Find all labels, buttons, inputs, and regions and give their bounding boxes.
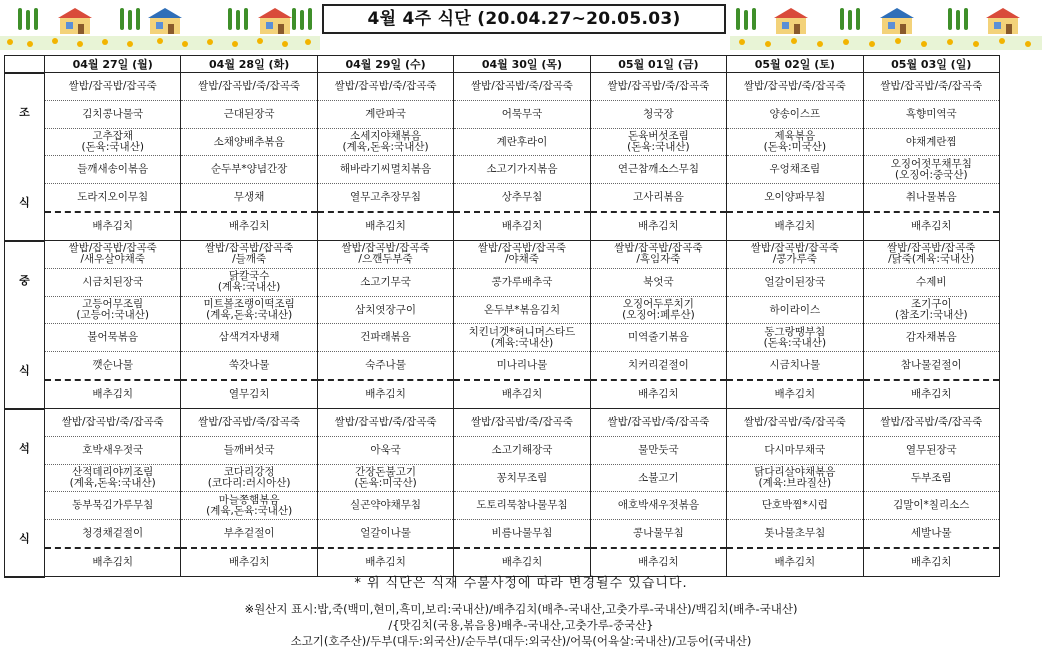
menu-cell	[863, 241, 999, 409]
kimchi-item: 배추김치	[774, 388, 816, 401]
meal-label-top: 중	[19, 273, 30, 287]
meal-label-top: 석	[19, 441, 30, 455]
kimchi-item: 배추김치	[910, 220, 952, 233]
dish-item: 수제비	[864, 269, 999, 297]
dish-item: 근대된장국	[181, 101, 316, 129]
dish-item: 숙주나물	[318, 352, 453, 381]
dish-item: 동부묵김가루무침	[45, 492, 180, 520]
dish-item: 쌀밥/잡곡밥/죽/잡곡죽	[45, 409, 180, 437]
dish-item: 도토리묵참나물무침	[454, 492, 589, 520]
kimchi-item: 배추김치	[92, 556, 133, 569]
corner-cell	[5, 56, 45, 73]
menu-cell	[727, 73, 863, 241]
dish-item: 소채양배추볶음	[181, 129, 316, 157]
dish-item: 삼색겨자냉채	[181, 324, 316, 352]
kimchi-item: 배추김치	[910, 388, 952, 401]
dish-item: 하이라이스	[727, 297, 862, 325]
dish-item: 오징어두루치기 (오징어:페루산)	[591, 297, 726, 325]
dish-item: 쌀밥/잡곡밥/죽/잡곡죽	[727, 73, 862, 101]
menu-cell	[590, 73, 726, 241]
dish-item: 시금치된장국	[45, 269, 180, 297]
dish-item: 호박새우젓국	[45, 437, 180, 465]
day-header: 04월 28일 (화)	[181, 56, 317, 73]
menu-cell	[454, 409, 590, 577]
dish-item: 김치콩나물국	[45, 101, 180, 129]
meal-label	[5, 409, 45, 577]
dish-item: 콩가루배추국	[454, 269, 589, 297]
dish-item: 실곤약야채무침	[318, 492, 453, 520]
dish-item: 애호박새우젓볶음	[591, 492, 726, 520]
dish-item: 아욱국	[318, 437, 453, 465]
dish-item: 쌀밥/잡곡밥/죽/잡곡죽	[454, 73, 589, 101]
dish-item: 어묵무국	[454, 101, 589, 129]
dish-item: 삼치엿장구이	[318, 297, 453, 325]
dish-item: 소고기가지볶음	[454, 156, 589, 184]
dish-item: 양송이스프	[727, 101, 862, 129]
page-title: 4월 4주 식단 (20.04.27~20.05.03)	[322, 4, 726, 34]
kimchi-item: 배추김치	[638, 556, 679, 569]
dish-item: 온두부*볶음김치	[454, 297, 589, 325]
kimchi-item: 배추김치	[501, 220, 543, 233]
meal-label	[5, 73, 45, 241]
day-header-row	[5, 56, 1000, 73]
page-header	[0, 0, 1042, 52]
dish-item: 쌀밥/잡곡밥/죽/잡곡죽	[454, 409, 589, 437]
dish-item: 고사리볶음	[591, 184, 726, 213]
dish-item: 청경채겉절이	[45, 520, 180, 549]
menu-cell	[590, 409, 726, 577]
dish-item: 북엇국	[591, 269, 726, 297]
day-header: 05월 03일 (일)	[863, 56, 999, 73]
origin-info-line: ※원산지 표시:밥,죽(백미,현미,흑미,보리:국내산)/배추김치(배추-국내산,고춧가루-국내산)/백김치(배추-국내산)	[244, 602, 798, 616]
kimchi-item: 배추김치	[501, 556, 543, 569]
dish-item: 쌀밥/잡곡밥/잡곡죽 /흑임자죽	[591, 241, 726, 269]
origin-info-line: 소고기(호주산)/두부(대두:외국산)/순두부(대두:외국산)/어묵(어육살:국내산)/고등어(국내산)	[290, 634, 752, 648]
dish-item: 오이양파무침	[727, 184, 862, 213]
dish-item: 불어묵볶음	[45, 324, 180, 352]
dish-item: 우엉채조림	[727, 156, 862, 184]
dish-item: 참나물겉절이	[864, 352, 999, 381]
menu-cell	[454, 73, 590, 241]
kimchi-item: 배추김치	[365, 388, 406, 401]
kimchi-item: 배추김치	[638, 220, 679, 233]
day-header: 04월 29일 (수)	[317, 56, 453, 73]
day-header: 04월 30일 (목)	[454, 56, 590, 73]
dish-item: 소불고기	[591, 465, 726, 493]
dish-item: 순두부*양념간장	[181, 156, 316, 184]
dish-item: 김말이*칠리소스	[864, 492, 999, 520]
meal-row	[5, 73, 1000, 241]
day-header: 05월 01일 (금)	[590, 56, 726, 73]
meal-row	[5, 241, 1000, 409]
dish-item: 쌀밥/잡곡밥/죽/잡곡죽	[181, 409, 316, 437]
menu-cell	[863, 409, 999, 577]
meal-label-bottom: 식	[19, 531, 30, 545]
kimchi-item: 배추김치	[228, 220, 270, 233]
dish-item: 간장돈불고기 (돈육:미국산)	[318, 465, 453, 493]
dish-item: 얼갈이나물	[318, 520, 453, 549]
village-decoration-left	[0, 0, 320, 50]
meal-label-bottom: 식	[19, 363, 30, 377]
dish-item: 세발나물	[864, 520, 999, 549]
dish-item: 열무고추장무침	[318, 184, 453, 213]
dish-item: 산적데리야끼조림 (계육,돈육:국내산)	[45, 465, 180, 493]
kimchi-item: 배추김치	[228, 556, 270, 569]
dish-item: 깻순나물	[45, 352, 180, 381]
dish-item: 두부조림	[864, 465, 999, 493]
dish-item: 고추잡채 (돈육:국내산)	[45, 129, 180, 157]
dish-item: 야채계란찜	[864, 129, 999, 157]
dish-item: 계란파국	[318, 101, 453, 129]
menu-cell	[181, 73, 317, 241]
dish-item: 쌀밥/잡곡밥/죽/잡곡죽	[318, 409, 453, 437]
kimchi-item: 배추김치	[638, 388, 679, 401]
meal-label-top: 조	[19, 105, 30, 119]
dish-item: 치킨너겟*허니머스타드 (계육:국내산)	[454, 324, 589, 352]
dish-item: 건파래볶음	[318, 324, 453, 352]
dish-item: 꽁치무조림	[454, 465, 589, 493]
dish-item: 무생채	[181, 184, 316, 213]
dish-item: 미역줄기볶음	[591, 324, 726, 352]
menu-cell	[727, 409, 863, 577]
dish-item: 돈육버섯조림 (돈육:국내산)	[591, 129, 726, 157]
village-decoration-right	[730, 0, 1042, 50]
dish-item: 얼갈이된장국	[727, 269, 862, 297]
dish-item: 동그랑땡부침 (돈육:국내산)	[727, 324, 862, 352]
kimchi-item: 배추김치	[92, 220, 133, 233]
menu-cell	[317, 73, 453, 241]
menu-cell	[727, 241, 863, 409]
dish-item: 미트볼조랭이떡조림 (계육,돈육:국내산)	[181, 297, 316, 325]
dish-item: 쌀밥/잡곡밥/죽/잡곡죽	[181, 73, 316, 101]
menu-cell	[45, 409, 181, 577]
dish-item: 치커리겉절이	[591, 352, 726, 381]
kimchi-item: 배추김치	[910, 556, 952, 569]
dish-item: 소고기해장국	[454, 437, 589, 465]
dish-item: 비름나물무침	[454, 520, 589, 549]
dish-item: 쌀밥/잡곡밥/잡곡죽 /으깬두부죽	[318, 241, 453, 269]
dish-item: 쌀밥/잡곡밥/잡곡죽 /닭죽(계육:국내산)	[864, 241, 999, 269]
dish-item: 코다리강정 (코다리:러시아산)	[181, 465, 316, 493]
dish-item: 흑향미역국	[864, 101, 999, 129]
dish-item: 마늘쫑햄볶음 (계육,돈육:국내산)	[181, 492, 316, 520]
dish-item: 들깨버섯국	[181, 437, 316, 465]
dish-item: 제육볶음 (돈육:미국산)	[727, 129, 862, 157]
menu-cell	[45, 241, 181, 409]
menu-cell	[181, 241, 317, 409]
dish-item: 열무된장국	[864, 437, 999, 465]
dish-item: 연근참깨소스무침	[591, 156, 726, 184]
dish-item: 취나물볶음	[864, 184, 999, 213]
kimchi-item: 배추김치	[774, 220, 816, 233]
dish-item: 계란후라이	[454, 129, 589, 157]
dish-item: 쌀밥/잡곡밥/잡곡죽 /야채죽	[454, 241, 589, 269]
dish-item: 물만둣국	[591, 437, 726, 465]
dish-item: 오징어젓무채무침 (오징어:중국산)	[864, 156, 999, 184]
dish-item: 쌀밥/잡곡밥/죽/잡곡죽	[727, 409, 862, 437]
dish-item: 쌀밥/잡곡밥/죽/잡곡죽	[591, 409, 726, 437]
dish-item: 단호박찜*시럽	[727, 492, 862, 520]
dish-item: 콩나물무침	[591, 520, 726, 549]
dish-item: 다시마무채국	[727, 437, 862, 465]
weekly-menu-table	[4, 55, 1000, 578]
dish-item: 쌀밥/잡곡밥/잡곡죽 /새우살야채죽	[45, 241, 180, 269]
dish-item: 조기구이 (참조기:국내산)	[864, 297, 999, 325]
dish-item: 쌀밥/잡곡밥/잡곡죽 /들깨죽	[181, 241, 316, 269]
origin-info-line: /{맛김치(국용,볶음용)배추-국내산,고춧가루-중국산}	[388, 618, 654, 632]
dish-item: 감자채볶음	[864, 324, 999, 352]
menu-cell	[45, 73, 181, 241]
kimchi-item: 배추김치	[501, 388, 543, 401]
kimchi-item: 배추김치	[365, 556, 406, 569]
dish-item: 소세지야채볶음 (계육,돈육:국내산)	[318, 129, 453, 157]
dish-item: 상추무침	[454, 184, 589, 213]
dish-item: 고등어무조림 (고등어:국내산)	[45, 297, 180, 325]
day-header: 04월 27일 (월)	[45, 56, 181, 73]
menu-cell	[590, 241, 726, 409]
dish-item: 닭칼국수 (계육:국내산)	[181, 269, 316, 297]
menu-cell	[181, 409, 317, 577]
menu-cell	[454, 241, 590, 409]
dish-item: 톳나물초무침	[727, 520, 862, 549]
meal-row	[5, 409, 1000, 577]
dish-item: 미나리나물	[454, 352, 589, 381]
dish-item: 쑥갓나물	[181, 352, 316, 381]
change-notice: * 위 식단은 식재 수불사정에 따라 변경될수 있습니다.	[354, 576, 688, 591]
kimchi-item: 열무김치	[228, 388, 270, 401]
dish-item: 쌀밥/잡곡밥/죽/잡곡죽	[318, 73, 453, 101]
meal-label-bottom: 식	[19, 195, 30, 209]
menu-cell	[863, 73, 999, 241]
dish-item: 부추겉절이	[181, 520, 316, 549]
dish-item: 닭다리살야채볶음 (계육:브라질산)	[727, 465, 862, 493]
dish-item: 쌀밥/잡곡밥/잡곡죽	[45, 73, 180, 101]
menu-cell	[317, 241, 453, 409]
dish-item: 쌀밥/잡곡밥/죽/잡곡죽	[591, 73, 726, 101]
dish-item: 시금치나물	[727, 352, 862, 381]
dish-item: 쌀밥/잡곡밥/잡곡죽 /콩가루죽	[727, 241, 862, 269]
dish-item: 쌀밥/잡곡밥/죽/잡곡죽	[864, 409, 999, 437]
dish-item: 청국장	[591, 101, 726, 129]
dish-item: 들깨새송이볶음	[45, 156, 180, 184]
dish-item: 도라지오이무침	[45, 184, 180, 213]
dish-item: 해바라기씨멸치볶음	[318, 156, 453, 184]
menu-cell	[317, 409, 453, 577]
kimchi-item: 배추김치	[774, 556, 816, 569]
day-header: 05월 02일 (토)	[727, 56, 863, 73]
kimchi-item: 배추김치	[365, 220, 406, 233]
dish-item: 쌀밥/잡곡밥/죽/잡곡죽	[864, 73, 999, 101]
dish-item: 소고기무국	[318, 269, 453, 297]
meal-label	[5, 241, 45, 409]
kimchi-item: 배추김치	[92, 388, 133, 401]
